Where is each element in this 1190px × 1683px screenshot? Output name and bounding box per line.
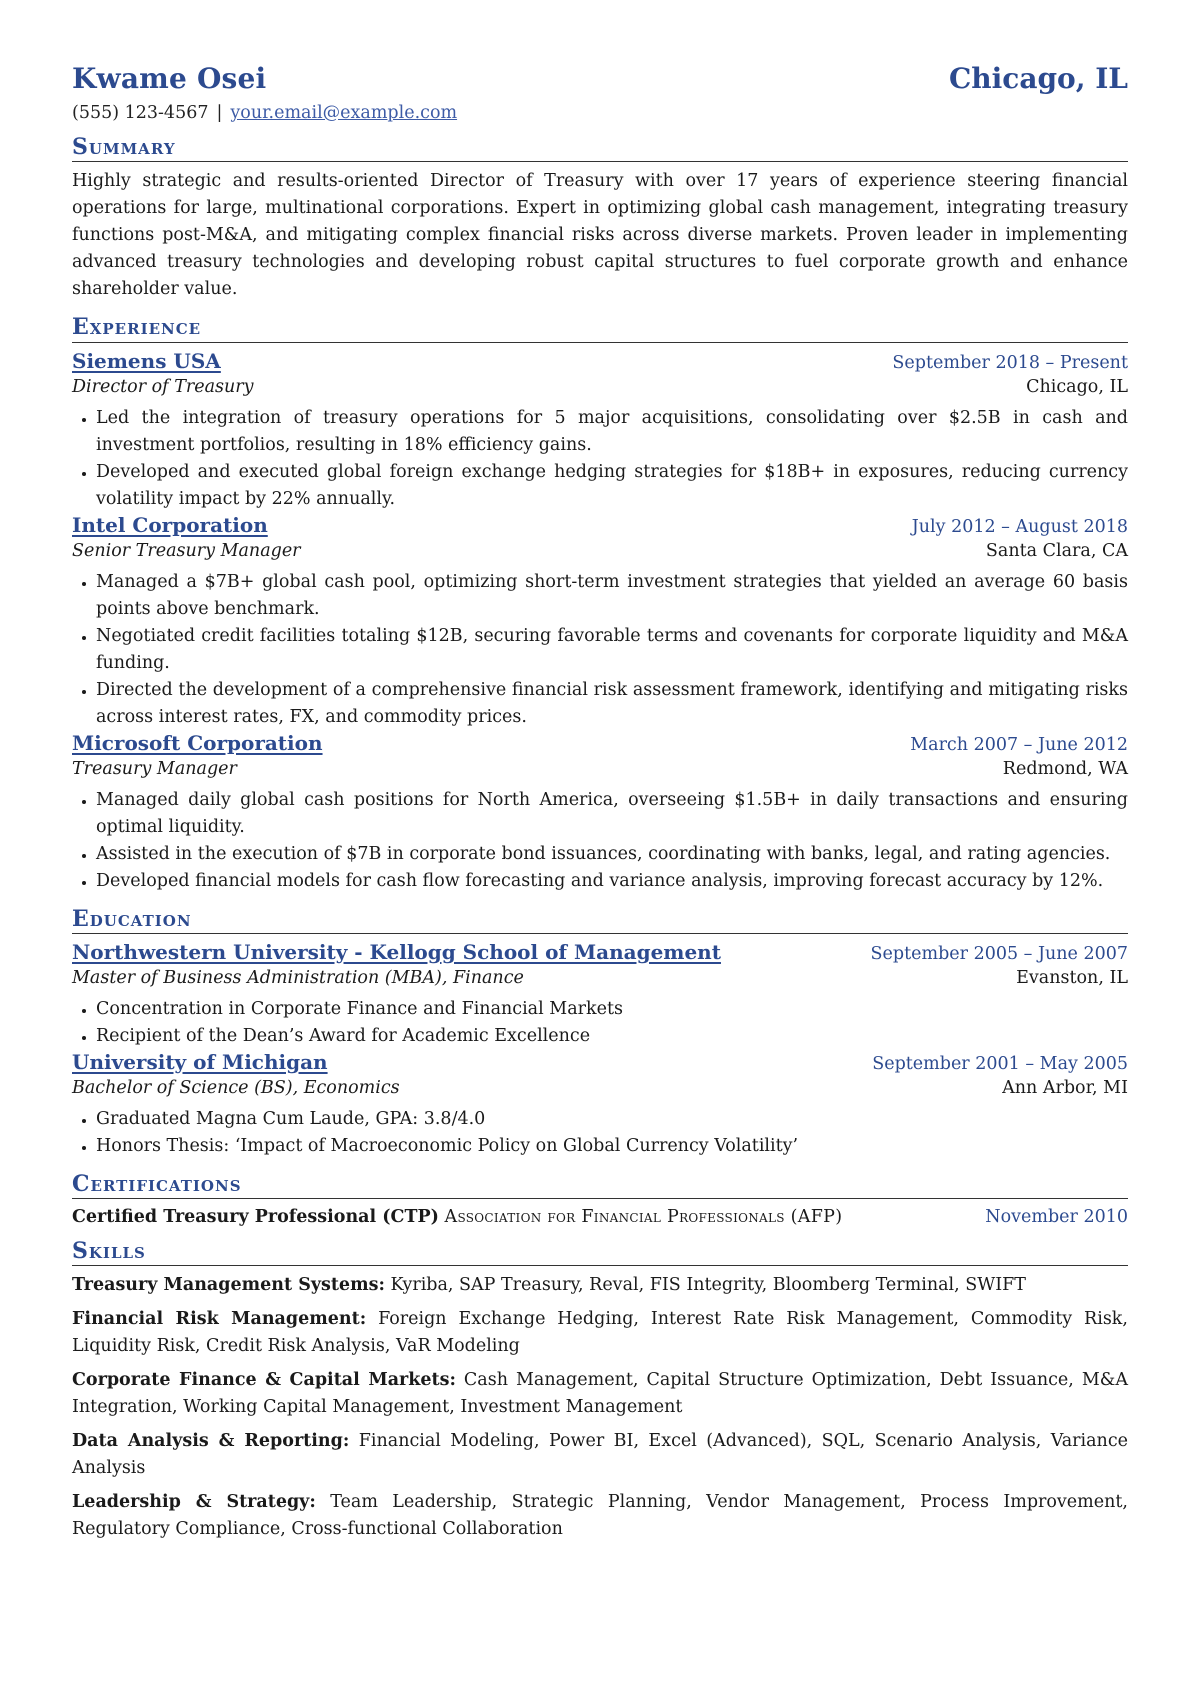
skill-group bbox=[72, 1272, 1128, 1299]
achievement-item: • Led the integration of treasury operations for 5 major acquisitions, consolidating over $2.5B in cash and investment portfolios, resulting in 18% efficiency gains. bbox=[96, 405, 1128, 459]
education-entry bbox=[72, 1050, 1128, 1160]
achievement-list bbox=[72, 405, 1128, 513]
resume-header bbox=[72, 62, 1128, 95]
contact-line bbox=[72, 103, 1128, 123]
experience-entry bbox=[72, 513, 1128, 731]
skill-items: Team Leadership, Strategic Planning, Vendor Management, Process Improvement, Regulatory Compliance, Cross-functional Collaboration bbox=[72, 1492, 1128, 1540]
degree: Bachelor of Science (BS), Economics bbox=[72, 1077, 400, 1098]
experience-entry bbox=[72, 349, 1128, 513]
employment-dates: July 2012 – August 2018 bbox=[911, 516, 1128, 537]
email-link[interactable]: your.email@example.com bbox=[230, 103, 458, 123]
achievement-item: • Negotiated credit facilities totaling $12B, securing favorable terms and covenants for corporate liquidity and M&A funding. bbox=[96, 623, 1128, 677]
employer-link[interactable]: Microsoft Corporation bbox=[72, 730, 323, 755]
study-dates: September 2001 – May 2005 bbox=[872, 1053, 1128, 1074]
certification-date: November 2010 bbox=[985, 1207, 1128, 1228]
section-title-skills: Skills bbox=[72, 1239, 1128, 1266]
employment-dates: March 2007 – June 2012 bbox=[910, 734, 1128, 755]
candidate-name: Kwame Osei bbox=[72, 62, 267, 95]
education-detail-list bbox=[72, 1106, 1128, 1160]
school-location: Ann Arbor, MI bbox=[1002, 1077, 1128, 1098]
job-title: Senior Treasury Manager bbox=[72, 540, 301, 561]
achievement-item: • Assisted in the execution of $7B in corporate bond issuances, coordinating with banks, legal, and rating agencies. bbox=[96, 841, 1128, 868]
achievement-list bbox=[72, 787, 1128, 895]
skill-items: Kyriba, SAP Treasury, Reval, FIS Integrity, Bloomberg Terminal, SWIFT bbox=[390, 1275, 1026, 1296]
education-detail-item: • Graduated Magna Cum Laude, GPA: 3.8/4.0 bbox=[96, 1106, 1128, 1133]
skill-group bbox=[72, 1428, 1128, 1482]
skill-category: Financial Risk Management: bbox=[72, 1309, 367, 1330]
skill-items: Foreign Exchange Hedging, Interest Rate Risk Management, Commodity Risk, Liquidity Risk, Credit Risk Analysis, VaR Modeling bbox=[72, 1309, 1128, 1357]
achievement-item: • Managed daily global cash positions for North America, overseeing $1.5B+ in daily transactions and ensuring optimal liquidity. bbox=[96, 787, 1128, 841]
employment-dates: September 2018 – Present bbox=[892, 352, 1128, 373]
employer-link[interactable]: Siemens USA bbox=[72, 348, 221, 373]
experience-entry bbox=[72, 731, 1128, 895]
achievement-item: • Directed the development of a comprehensive financial risk assessment framework, identifying and mitigating risks across interest rates, FX, and commodity prices. bbox=[96, 677, 1128, 731]
certification-entry bbox=[72, 1207, 1128, 1227]
education-detail-list bbox=[72, 996, 1128, 1050]
study-dates: September 2005 – June 2007 bbox=[870, 943, 1128, 964]
phone-number: (555) 123-4567 bbox=[72, 103, 209, 123]
job-location: Santa Clara, CA bbox=[985, 540, 1128, 561]
achievement-list bbox=[72, 569, 1128, 731]
skill-items: Financial Modeling, Power BI, Excel (Advanced), SQL, Scenario Analysis, Variance Analysis bbox=[72, 1431, 1128, 1479]
job-location: Chicago, IL bbox=[1026, 376, 1128, 397]
section-title-education: Education bbox=[72, 907, 1128, 934]
job-title: Director of Treasury bbox=[72, 376, 254, 397]
school-link[interactable]: University of Michigan bbox=[72, 1049, 328, 1074]
contact-separator: | bbox=[216, 103, 223, 123]
skill-category: Corporate Finance & Capital Markets: bbox=[72, 1370, 456, 1391]
education-detail-item: • Honors Thesis: ‘Impact of Macroeconomic Policy on Global Currency Volatility’ bbox=[96, 1133, 1128, 1160]
certification-name: Certified Treasury Professional (CTP) bbox=[72, 1207, 439, 1228]
achievement-item: • Managed a $7B+ global cash pool, optimizing short-term investment strategies that yielded an average 60 basis points above benchmark. bbox=[96, 569, 1128, 623]
skill-category: Data Analysis & Reporting: bbox=[72, 1431, 350, 1452]
skill-group bbox=[72, 1306, 1128, 1360]
section-title-certifications: Certifications bbox=[72, 1172, 1128, 1199]
education-detail-item: • Concentration in Corporate Finance and Financial Markets bbox=[96, 996, 1128, 1023]
employer-link[interactable]: Intel Corporation bbox=[72, 512, 268, 537]
section-title-experience: Experience bbox=[72, 315, 1128, 342]
job-location: Redmond, WA bbox=[1002, 758, 1128, 779]
achievement-item: • Developed financial models for cash flow forecasting and variance analysis, improving forecast accuracy by 12%. bbox=[96, 868, 1128, 895]
achievement-item: • Developed and executed global foreign exchange hedging strategies for $18B+ in exposures, reducing currency volatility impact by 22% annually. bbox=[96, 459, 1128, 513]
degree: Master of Business Administration (MBA), Finance bbox=[72, 967, 524, 988]
education-detail-item: • Recipient of the Dean’s Award for Academic Excellence bbox=[96, 1023, 1128, 1050]
education-entry bbox=[72, 940, 1128, 1050]
candidate-location: Chicago, IL bbox=[948, 62, 1128, 95]
section-title-summary: Summary bbox=[72, 135, 1128, 162]
skill-group bbox=[72, 1367, 1128, 1421]
skill-category: Treasury Management Systems: bbox=[72, 1275, 385, 1296]
school-location: Evanston, IL bbox=[1016, 967, 1128, 988]
certification-issuer: Association for Financial Professionals (AFP) bbox=[444, 1207, 843, 1228]
skill-items: Cash Management, Capital Structure Optimization, Debt Issuance, M&A Integration, Working Capital Management, Investment Management bbox=[72, 1370, 1128, 1418]
summary-text: Highly strategic and results-oriented Director of Treasury with over 17 years of experience steering financial operations for large, multinational corporations. Expert in optimizing global cash management, integrating treasury functions post-M&A, and mitigating complex financial risks across diverse markets. Proven leader in implementing advanced treasury technologies and developing robust capital structures to fuel corporate growth and enhance shareholder value. bbox=[72, 171, 1128, 300]
school-link[interactable]: Northwestern University - Kellogg School of Management bbox=[72, 939, 721, 964]
skill-category: Leadership & Strategy: bbox=[72, 1492, 316, 1513]
skill-group bbox=[72, 1489, 1128, 1543]
job-title: Treasury Manager bbox=[72, 758, 237, 779]
